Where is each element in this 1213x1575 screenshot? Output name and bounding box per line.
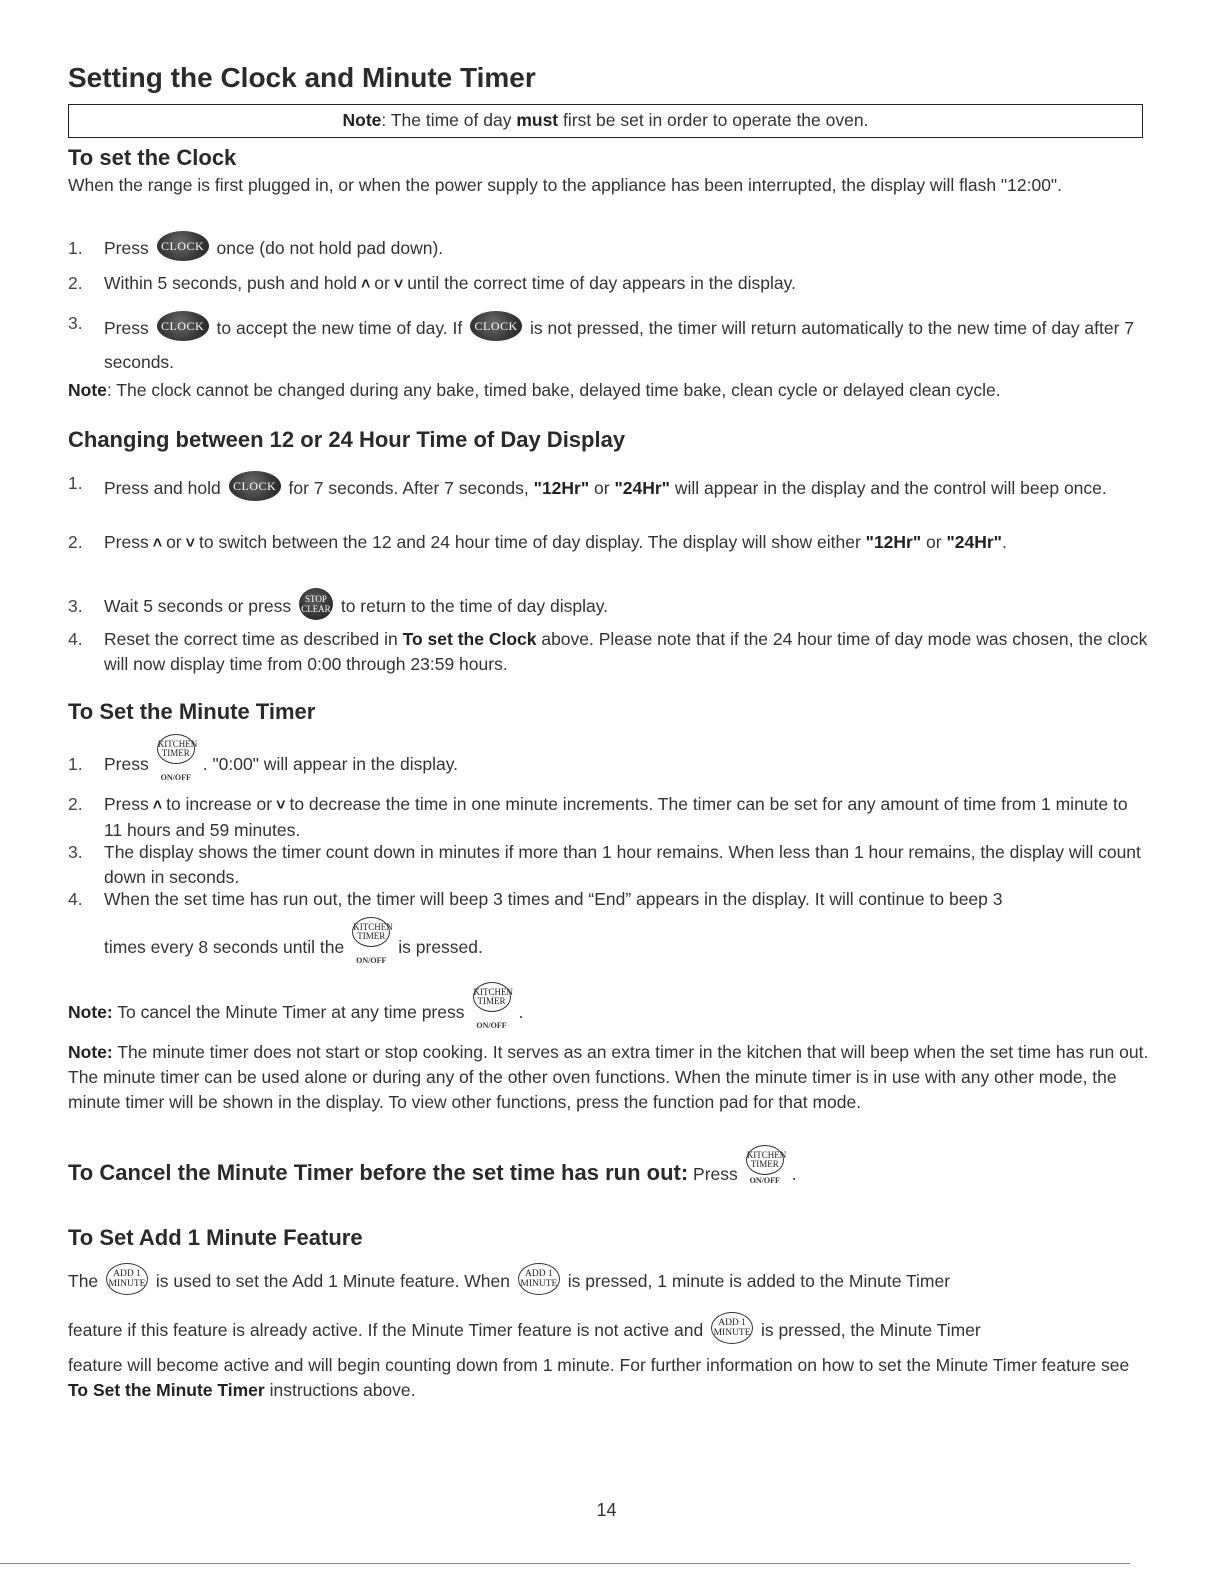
add-minute-line-3: feature will become active and will begin counting down from 1 minute. For further information on how to set the Minute Timer feature see To Set the Minute Timer instructions above. [68,1355,1130,1400]
stop-clear-pad-icon: STOP CLEAR [299,588,333,620]
minute-timer-note-2: Note: The minute timer does not start or stop cooking. It serves as an extra timer in the kitchen that will beep when the set time has run out. The minute timer can be used alone or during any of the other oven functions. When the minute timer is in use with any other mode, the minute timer will be shown in the display. To view other functions, press the function pad for that mode. [68,1042,1149,1112]
heading-changing-display: Changing between 12 or 24 Hour Time of Day Display [68,427,626,452]
changing-step-2: Press ˄ or ˅ to switch between the 12 and 24 hour time of day display. The display will show either "12Hr" or "24Hr". [104,530,1149,556]
step-number: 1. [68,754,83,774]
clock-pad-icon: CLOCK [157,231,209,261]
step-number: 4. [68,889,83,909]
clock-pad-icon: CLOCK [229,471,281,501]
step-number: 3. [68,596,83,616]
set-clock-intro: When the range is first plugged in, or when the power supply to the appliance has been interrupted, the display will flash "12:00". [68,175,1062,195]
step-number: 3. [68,842,83,862]
clock-pad-icon: CLOCK [470,311,522,341]
changing-step-1: Press and hold CLOCK for 7 seconds. After 7 seconds, "12Hr" or "24Hr" will appear in the display and the control will beep once. [104,471,1149,505]
set-clock-step-1: Press CLOCK once (do not hold pad down). [104,236,1149,261]
down-arrow-icon: ˅ [185,535,195,552]
heading-set-clock: To set the Clock [68,145,237,170]
set-clock-note: Note: The clock cannot be changed during any bake, timed bake, delayed time bake, clean cycle or delayed clean cycle. [68,380,1001,400]
step-number: 2. [68,794,83,814]
kitchen-timer-pad-icon: KITCHEN TIMER ON/OFF [742,1143,790,1187]
minute-timer-step-4-cont: times every 8 seconds until the KITCHEN TIMER ON/OFF is pressed. [104,935,1149,960]
page-number: 14 [596,1500,617,1520]
step-number: 1. [68,238,83,258]
minute-timer-step-4: When the set time has run out, the timer will beep 3 times and “End” appears in the display. It will continue to beep 3 [104,889,1003,909]
add-minute-line-2: feature if this feature is already active. If the Minute Timer feature is not active and ADD 1 MINUTE is pressed, the Minute Timer [68,1318,1150,1344]
heading-cancel-timer: To Cancel the Minute Timer before the set time has run out: [68,1160,689,1185]
step-number: 2. [68,532,83,552]
note-box: Note: The time of day must first be set in order to operate the oven. [68,104,1143,138]
minute-timer-note-1: Note: To cancel the Minute Timer at any time press KITCHEN TIMER ON/OFF . [68,1000,1150,1025]
down-arrow-icon: ˅ [393,276,404,293]
set-clock-step-2: Within 5 seconds, push and hold ˄ or ˅ until the correct time of day appears in the display. [104,271,1149,297]
add-minute-line-1: The ADD 1 MINUTE is used to set the Add 1 Minute feature. When ADD 1 MINUTE is pressed, 1 minute is added to the Minute Timer [68,1269,1150,1295]
heading-set-minute-timer: To Set the Minute Timer [68,699,316,724]
step-number: 4. [68,629,83,649]
page-title: Setting the Clock and Minute Timer [68,62,536,93]
clock-pad-icon: CLOCK [157,311,209,341]
up-arrow-icon: ˄ [152,797,163,814]
footer-rule [0,1563,1130,1564]
add-minute-pad-icon: ADD 1 MINUTE [106,1263,148,1295]
kitchen-timer-pad-icon: KITCHEN TIMER ON/OFF [153,732,201,776]
down-arrow-icon: ˅ [276,797,286,814]
up-arrow-icon: ˄ [152,535,163,552]
changing-step-3: Wait 5 seconds or press STOP CLEAR to return to the time of day display. [104,594,1149,620]
up-arrow-icon: ˄ [360,276,371,293]
step-number: 1. [68,473,83,493]
step-number: 2. [68,273,83,293]
step-number: 3. [68,313,83,333]
add-minute-pad-icon: ADD 1 MINUTE [518,1263,560,1295]
add-minute-pad-icon: ADD 1 MINUTE [711,1312,753,1344]
set-clock-step-3: Press CLOCK to accept the new time of day. If CLOCK is not pressed, the timer will return automatically to the new time of day after 7 seconds. [104,311,1149,379]
note-label: Note [342,110,382,130]
kitchen-timer-pad-icon: KITCHEN TIMER ON/OFF [469,980,517,1024]
kitchen-timer-pad-icon: KITCHEN TIMER ON/OFF [348,915,396,959]
minute-timer-step-1: Press KITCHEN TIMER ON/OFF . "0:00" will appear in the display. [104,752,1149,777]
minute-timer-step-2: Press ˄ to increase or ˅ to decrease the time in one minute increments. The timer can be set for any amount of time from 1 minute to 11 hours and 59 minutes. [104,794,1128,840]
heading-add-minute: To Set Add 1 Minute Feature [68,1225,363,1250]
cancel-line: To Cancel the Minute Timer before the set time has run out: Press KITCHEN TIMER ON/OFF . [68,1160,797,1187]
changing-step-4: Reset the correct time as described in To set the Clock above. Please note that if the 24 hour time of day mode was chosen, the clock will now display time from 0:00 through 23:59 hours. [104,629,1148,674]
minute-timer-step-3: The display shows the timer count down in minutes if more than 1 hour remains. When less than 1 hour remains, the display will count down in seconds. [104,842,1141,887]
